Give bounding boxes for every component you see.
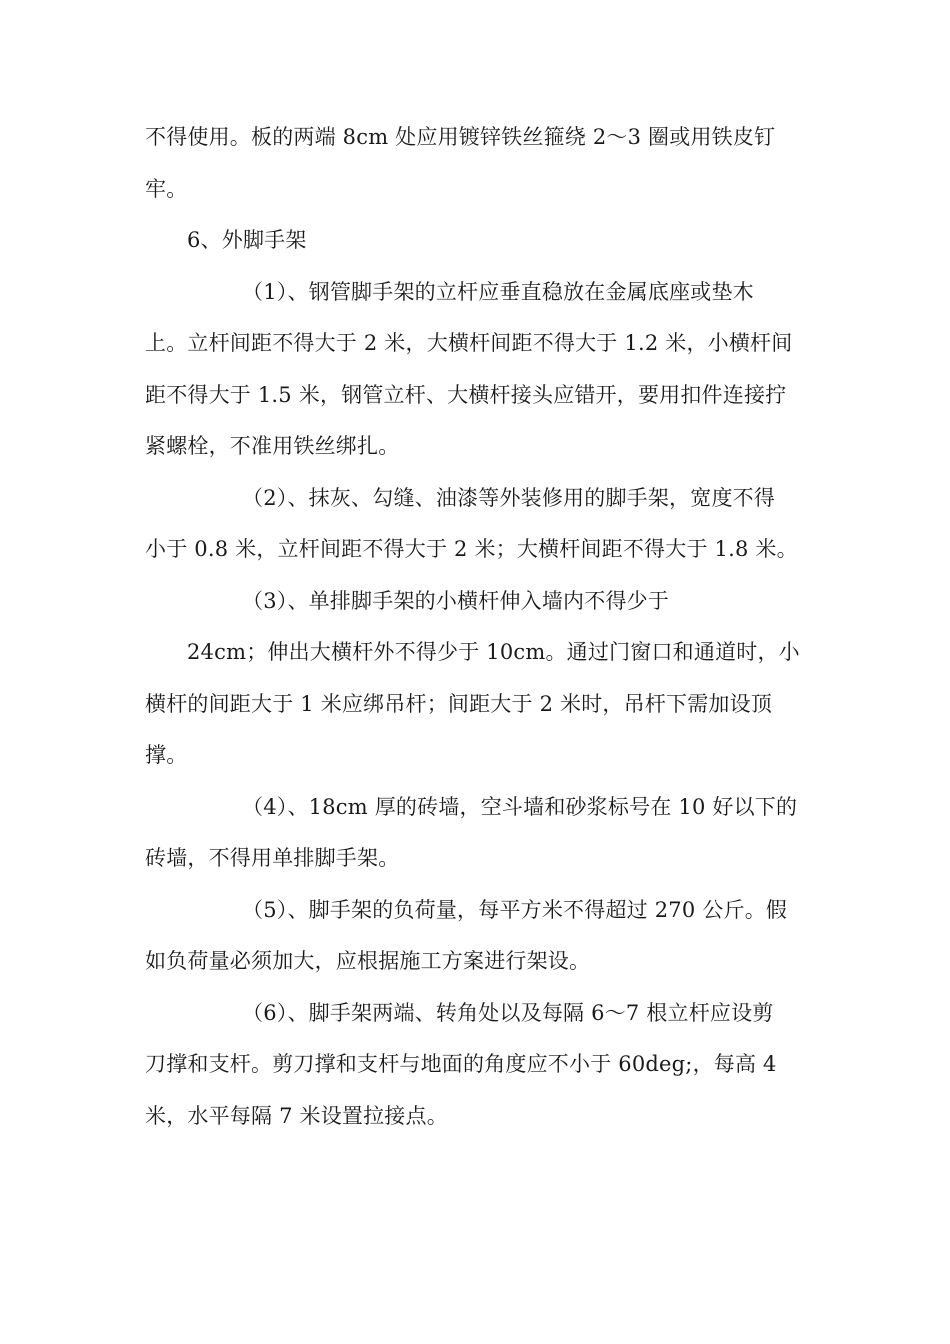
text-line: 撑。 [145,743,188,767]
text-line: 不得使用。板的两端 8cm 处应用镀锌铁丝箍绕 2～3 圈或用铁皮钉 [145,125,776,149]
text-line: 24cm；伸出大横杆外不得少于 10cm。通过门窗口和通道时，小 [187,640,800,664]
text-line: 紧螺栓，不准用铁丝绑扎。 [145,434,400,458]
text-line: （5）、脚手架的负荷量，每平方米不得超过 270 公斤。假 [242,897,788,922]
text-line: （6）、脚手架两端、转角处以及每隔 6～7 根立杆应设剪 [242,1000,774,1025]
text-line: （1）、钢管脚手架的立杆应垂直稳放在金属底座或垫木 [242,279,754,304]
text-line: 刀撑和支杆。剪刀撑和支杆与地面的角度应不小于 60deg;，每高 4 [145,1052,777,1076]
text-line: 牢。 [145,176,188,201]
text-line: 小于 0.8 米，立杆间距不得大于 2 米；大横杆间距不得大于 1.8 米。 [145,537,798,561]
text-line: （4）、18cm 厚的砖墙，空斗墙和砂浆标号在 10 好以下的 [242,794,798,819]
text-line: 如负荷量必须加大，应根据施工方案进行架设。 [145,949,591,973]
section-heading: 6、外脚手架 [187,228,307,252]
document-body [145,112,810,1142]
text-line: 上。立杆间距不得大于 2 米，大横杆间距不得大于 1.2 米，小横杆间 [145,331,793,355]
text-line: （2）、抹灰、勾缝、油漆等外装修用的脚手架，宽度不得 [242,485,776,510]
text-line: 米，水平每隔 7 米设置拉接点。 [145,1103,448,1128]
text-line: 砖墙，不得用单排脚手架。 [145,846,400,870]
text-line: 距不得大于 1.5 米，钢管立杆、大横杆接头应错开，要用扣件连接拧 [145,382,787,407]
text-line: （3）、单排脚手架的小横杆伸入墙内不得少于 [242,588,670,613]
text-line: 横杆的间距大于 1 米应绑吊杆；间距大于 2 米时，吊杆下需加设顶 [145,691,773,716]
